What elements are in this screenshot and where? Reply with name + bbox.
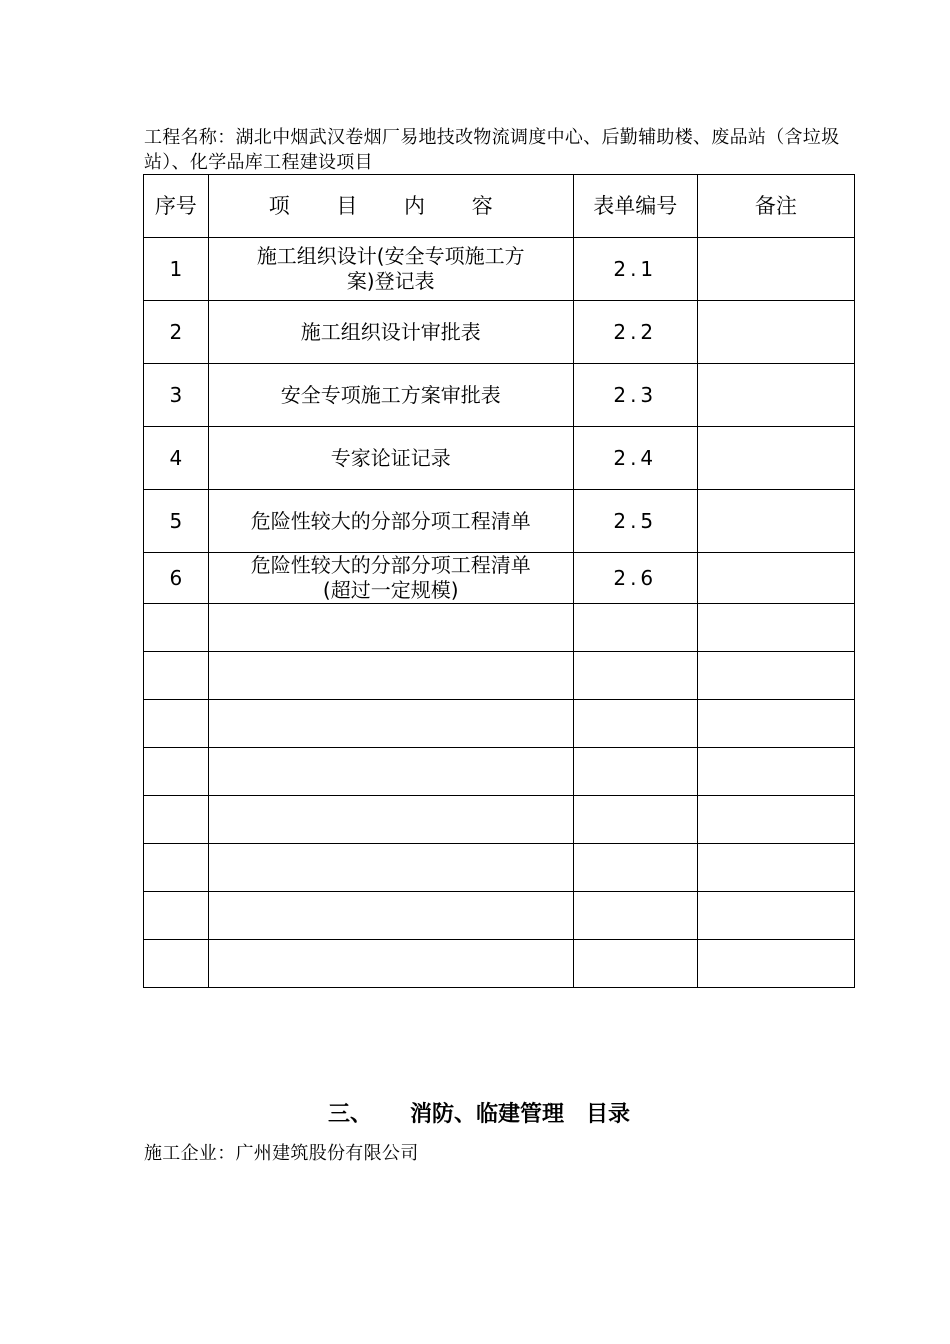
table-row-empty (144, 844, 855, 892)
row-code: 2.5 (573, 490, 697, 553)
table-header-row (144, 175, 855, 238)
empty-cell (144, 844, 209, 892)
row-content-line2: (超过一定规模) (322, 578, 459, 602)
project-name-value: 湖北中烟武汉卷烟厂易地技改物流调度中心、后勤辅助楼、废品站（含垃圾站）、化学品库工程建设项目 (144, 127, 840, 173)
row-remark (697, 427, 854, 490)
empty-cell (573, 748, 697, 796)
row-no: 4 (144, 427, 209, 490)
table-row (144, 490, 855, 553)
table-row (144, 238, 855, 301)
row-code: 2.6 (573, 553, 697, 604)
project-name-label: 工程名称： (144, 127, 236, 148)
row-no: 3 (144, 364, 209, 427)
empty-cell (573, 604, 697, 652)
table-row-empty (144, 940, 855, 988)
empty-cell (208, 652, 573, 700)
empty-cell (144, 700, 209, 748)
row-content: 安全专项施工方案审批表 (208, 364, 573, 427)
row-content (208, 238, 573, 301)
form-index-table (143, 174, 855, 988)
row-content: 危险性较大的分部分项工程清单 (208, 490, 573, 553)
empty-cell (697, 652, 854, 700)
empty-cell (697, 940, 854, 988)
empty-cell (697, 892, 854, 940)
row-code: 2.4 (573, 427, 697, 490)
row-remark (697, 238, 854, 301)
empty-cell (144, 940, 209, 988)
row-content-line1: 施工组织设计(安全专项施工方 (256, 244, 525, 268)
table-row (144, 553, 855, 604)
table-row (144, 364, 855, 427)
empty-cell (208, 700, 573, 748)
section-number: 三、 (328, 1102, 373, 1127)
row-content: 施工组织设计审批表 (208, 301, 573, 364)
empty-cell (144, 892, 209, 940)
header-no: 序号 (144, 175, 209, 238)
empty-cell (573, 844, 697, 892)
project-name-line (144, 125, 844, 175)
row-content-line1: 危险性较大的分部分项工程清单 (250, 553, 531, 577)
empty-cell (573, 796, 697, 844)
row-remark (697, 364, 854, 427)
empty-cell (697, 604, 854, 652)
table-row-empty (144, 700, 855, 748)
empty-cell (208, 748, 573, 796)
row-code: 2.3 (573, 364, 697, 427)
row-no: 2 (144, 301, 209, 364)
empty-cell (208, 892, 573, 940)
header-content: 项 目 内 容 (208, 175, 573, 238)
empty-cell (573, 700, 697, 748)
empty-cell (697, 796, 854, 844)
company-label: 施工企业： (144, 1143, 236, 1164)
section-title-text: 消防、临建管理 目录 (410, 1102, 631, 1127)
table-row-empty (144, 652, 855, 700)
table-row (144, 301, 855, 364)
row-remark (697, 553, 854, 604)
empty-cell (697, 700, 854, 748)
empty-cell (144, 652, 209, 700)
row-content: 专家论证记录 (208, 427, 573, 490)
header-code: 表单编号 (573, 175, 697, 238)
empty-cell (573, 940, 697, 988)
row-remark (697, 490, 854, 553)
row-content (208, 553, 573, 604)
table-row-empty (144, 748, 855, 796)
empty-cell (573, 892, 697, 940)
company-line (144, 1141, 419, 1166)
table-row-empty (144, 604, 855, 652)
empty-cell (144, 604, 209, 652)
empty-cell (208, 844, 573, 892)
header-remark: 备注 (697, 175, 854, 238)
empty-cell (573, 652, 697, 700)
row-code: 2.1 (573, 238, 697, 301)
empty-cell (208, 796, 573, 844)
row-content-line2: 案)登记表 (346, 269, 435, 293)
row-no: 5 (144, 490, 209, 553)
row-remark (697, 301, 854, 364)
empty-cell (697, 844, 854, 892)
table-row (144, 427, 855, 490)
empty-cell (208, 940, 573, 988)
table-row-empty (144, 892, 855, 940)
empty-cell (144, 796, 209, 844)
empty-cell (208, 604, 573, 652)
empty-cell (144, 748, 209, 796)
empty-cell (697, 748, 854, 796)
row-code: 2.2 (573, 301, 697, 364)
row-no: 6 (144, 553, 209, 604)
table-row-empty (144, 796, 855, 844)
company-name: 广州建筑股份有限公司 (235, 1143, 419, 1164)
row-no: 1 (144, 238, 209, 301)
